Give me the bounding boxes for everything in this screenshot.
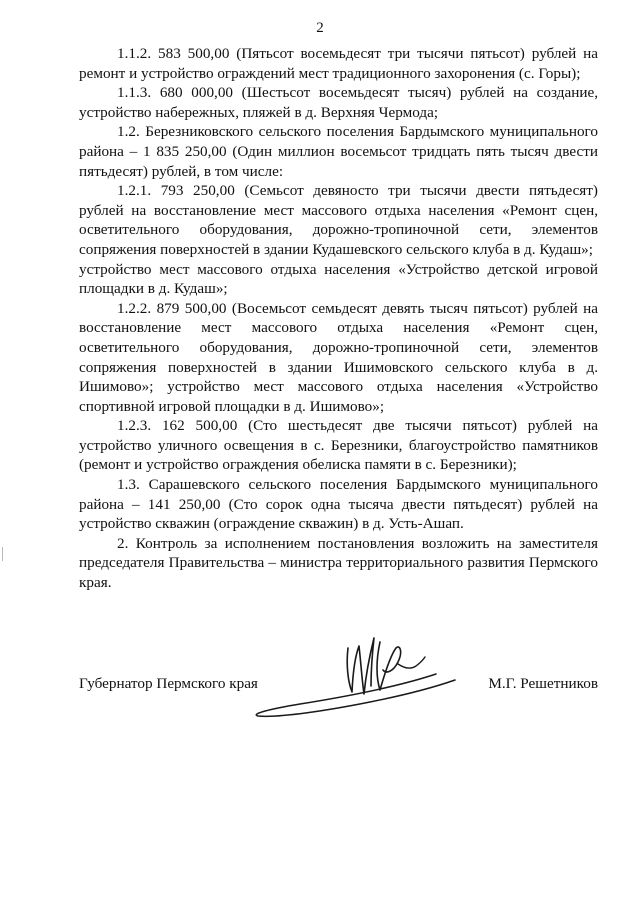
paragraph-1-2-1: 1.2.1. 793 250,00 (Семьсот девяносто три тысячи двести пятьдесят) рублей на восстановление мест массового отдыха населения «Ремонт сцен, осветительного оборудования, дорожно-тропиночной сети, элементов сопряжения поверхностей в здании Кудашевского сельского клуба в д. Кудаш»; bbox=[79, 182, 598, 258]
signatory-name: М.Г. Решетников bbox=[488, 675, 598, 692]
page-number: 2 bbox=[316, 20, 324, 36]
document-body bbox=[79, 44, 598, 593]
scan-margin-mark bbox=[2, 547, 3, 561]
paragraph-1-2-1-continued: устройство мест массового отдыха населения «Устройство детской игровой площадки в д. Кудаш»; bbox=[79, 260, 598, 298]
paragraph-1-2-3: 1.2.3. 162 500,00 (Сто шестьдесят две тысячи пятьсот) рублей на устройство уличного освещения в с. Березники, благоустройство памятников (ремонт и устройство ограждения обелиска памяти в с. Березники); bbox=[79, 417, 598, 474]
paragraph-1-1-2: 1.1.2. 583 500,00 (Пятьсот восемьдесят три тысячи пятьсот) рублей на ремонт и устройство ограждений мест традиционного захоронения (с. Горы); bbox=[79, 45, 598, 82]
paragraph-1-1-3: 1.1.3. 680 000,00 (Шестьсот восемьдесят тысяч) рублей на создание, устройство набережных, пляжей в д. Верхняя Чермода; bbox=[79, 84, 598, 121]
paragraph-1-2-2: 1.2.2. 879 500,00 (Восемьсот семьдесят девять тысяч пятьсот) рублей на восстановление мест массового отдыха населения «Ремонт сцен, осветительного оборудования, дорожно-тропиночной сети, элементов сопряжения поверхностей в здании Ишимовского сельского клуба в д. Ишимово»; устройство мест массового отдыха населения «Устройство спортивной игровой площадки в д. Ишимово»; bbox=[79, 299, 598, 415]
paragraph-1-3: 1.3. Сарашевского сельского поселения Бардымского муниципального района – 141 250,00 (Сто сорок одна тысяча двести пятьдесят) рублей на устройство скважин (ограждение скважин) в д. Усть-Ашап. bbox=[79, 476, 598, 533]
handwritten-signature bbox=[240, 620, 480, 730]
paragraph-2: 2. Контроль за исполнением постановления возложить на заместителя председателя Правительства – министра территориального развития Пермского края. bbox=[79, 534, 598, 592]
signatory-position: Губернатор Пермского края bbox=[79, 675, 258, 692]
paragraph-1-2: 1.2. Березниковского сельского поселения Бардымского муниципального района – 1 835 250,00 (Один миллион восемьсот тридцать пять тысяч двести пятьдесят) рублей, в том числе: bbox=[79, 123, 598, 180]
